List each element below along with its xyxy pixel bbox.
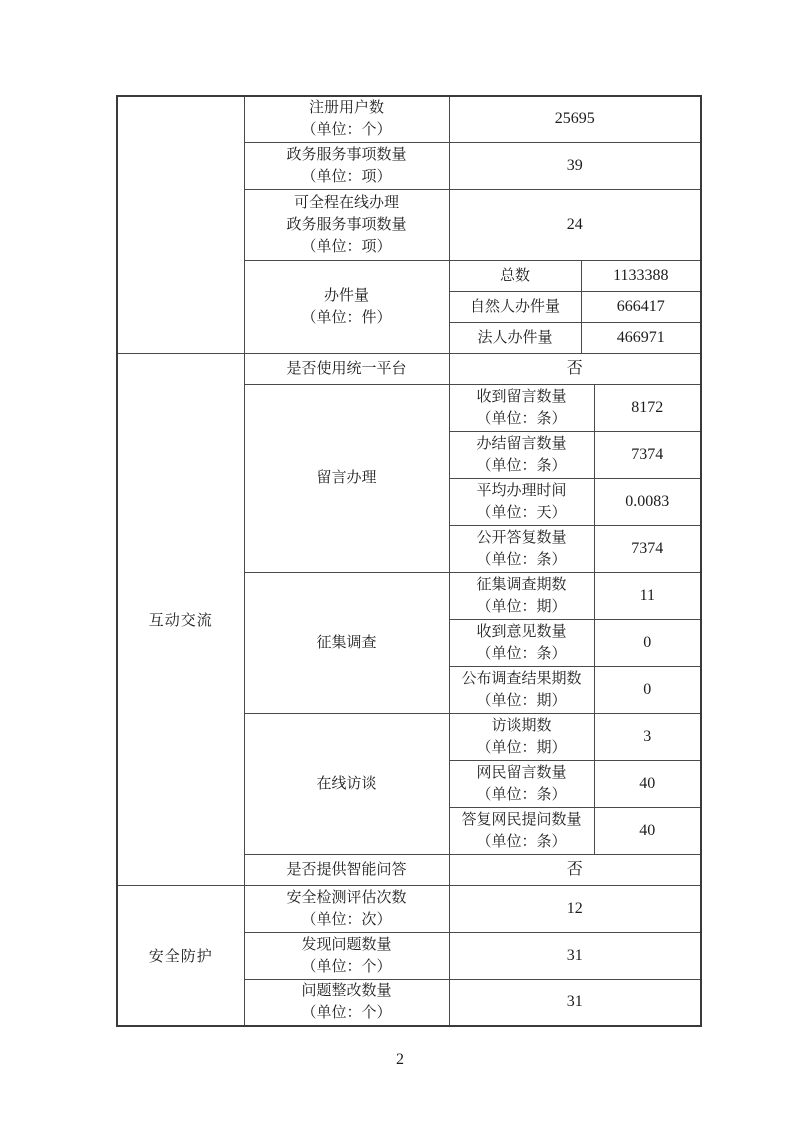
problems-fixed-value: 31	[449, 979, 701, 1026]
row-unit: （单位：条）	[476, 551, 567, 568]
opinions-received-value: 0	[594, 619, 701, 666]
avg-handle-time-value: 0.0083	[594, 478, 701, 525]
public-replies-value: 7374	[594, 525, 701, 572]
security-checks-label-cell	[244, 885, 449, 932]
row-unit: （单位：次）	[301, 911, 392, 928]
cases-total-value: 1133388	[581, 260, 701, 291]
registered-users-value: 25695	[449, 96, 701, 142]
online-full-process-label-cell	[244, 189, 449, 260]
category-cell-empty	[117, 96, 244, 353]
table-row	[117, 353, 701, 384]
messages-received-value: 8172	[594, 384, 701, 431]
survey-issues-value: 11	[594, 572, 701, 619]
category-cell-interaction: 互动交流	[117, 353, 244, 885]
opinions-received-label-cell	[449, 619, 594, 666]
table-row	[117, 885, 701, 932]
row-label: 注册用户数	[308, 100, 384, 117]
service-items-value: 39	[449, 142, 701, 189]
netizen-messages-label-cell	[449, 760, 594, 807]
row-label: 收到留言数量	[476, 388, 567, 405]
problems-fixed-label-cell	[244, 979, 449, 1026]
survey-issues-label-cell	[449, 572, 594, 619]
row-label: 征集调查期数	[476, 576, 567, 593]
interview-issues-value: 3	[594, 713, 701, 760]
results-published-label-cell	[449, 666, 594, 713]
row-unit: （单位：条）	[476, 645, 567, 662]
cases-total-label: 总数	[449, 260, 581, 291]
results-published-value: 0	[594, 666, 701, 713]
registered-users-label-cell	[244, 96, 449, 142]
row-unit: （单位：条）	[476, 410, 567, 427]
row-label: 问题整改数量	[301, 983, 392, 1000]
cases-legal-person-label: 法人办件量	[449, 322, 581, 353]
row-unit: （单位：期）	[476, 598, 567, 615]
row-unit: （单位：个）	[301, 958, 392, 975]
row-unit: （单位：条）	[476, 786, 567, 803]
group-unit: （单位：件）	[301, 309, 392, 326]
row-unit: （单位：期）	[476, 692, 567, 709]
row-unit: （单位：个）	[301, 1005, 392, 1022]
interview-issues-label-cell	[449, 713, 594, 760]
survey-group-label: 征集调查	[244, 572, 449, 713]
table-row	[117, 96, 701, 142]
row-label: 办结留言数量	[476, 435, 567, 452]
page-number: 2	[396, 1051, 404, 1068]
row-unit: （单位：条）	[476, 833, 567, 850]
cases-legal-person-value: 466971	[581, 322, 701, 353]
row-label: 访谈期数	[491, 717, 552, 734]
row-unit: （单位：项）	[301, 238, 392, 255]
smart-qa-label: 是否提供智能问答	[244, 854, 449, 885]
row-label: 公布调查结果期数	[461, 670, 582, 687]
netizen-replies-value: 40	[594, 807, 701, 854]
row-label: 公开答复数量	[476, 529, 567, 546]
statistics-table	[116, 95, 702, 1027]
messages-completed-value: 7374	[594, 431, 701, 478]
interview-group-label: 在线访谈	[244, 713, 449, 854]
netizen-replies-label-cell	[449, 807, 594, 854]
row-label-line1: 可全程在线办理	[293, 194, 399, 211]
row-label-line2: 政务服务事项数量	[286, 216, 407, 233]
messages-completed-label-cell	[449, 431, 594, 478]
row-unit: （单位：期）	[476, 739, 567, 756]
row-label: 答复网民提问数量	[461, 811, 582, 828]
cases-natural-person-label: 自然人办件量	[449, 291, 581, 322]
row-unit: （单位：条）	[476, 457, 567, 474]
row-label: 网民留言数量	[476, 764, 567, 781]
unified-platform-value: 否	[449, 353, 701, 384]
group-label: 办件量	[323, 287, 369, 304]
row-label: 发现问题数量	[301, 936, 392, 953]
netizen-messages-value: 40	[594, 760, 701, 807]
avg-handle-time-label-cell	[449, 478, 594, 525]
row-label: 安全检测评估次数	[286, 889, 407, 906]
row-unit: （单位：天）	[476, 504, 567, 521]
row-unit: （单位：个）	[301, 122, 392, 139]
problems-found-value: 31	[449, 932, 701, 979]
problems-found-label-cell	[244, 932, 449, 979]
cases-group-label-cell	[244, 260, 449, 353]
message-handling-group-label: 留言办理	[244, 384, 449, 572]
cases-natural-person-value: 666417	[581, 291, 701, 322]
row-label: 政务服务事项数量	[286, 146, 407, 163]
unified-platform-label: 是否使用统一平台	[244, 353, 449, 384]
row-label: 收到意见数量	[476, 623, 567, 640]
smart-qa-value: 否	[449, 854, 701, 885]
public-replies-label-cell	[449, 525, 594, 572]
messages-received-label-cell	[449, 384, 594, 431]
row-unit: （单位：项）	[301, 168, 392, 185]
online-full-process-value: 24	[449, 189, 701, 260]
category-cell-security: 安全防护	[117, 885, 244, 1026]
row-label: 平均办理时间	[476, 482, 567, 499]
service-items-label-cell	[244, 142, 449, 189]
security-checks-value: 12	[449, 885, 701, 932]
